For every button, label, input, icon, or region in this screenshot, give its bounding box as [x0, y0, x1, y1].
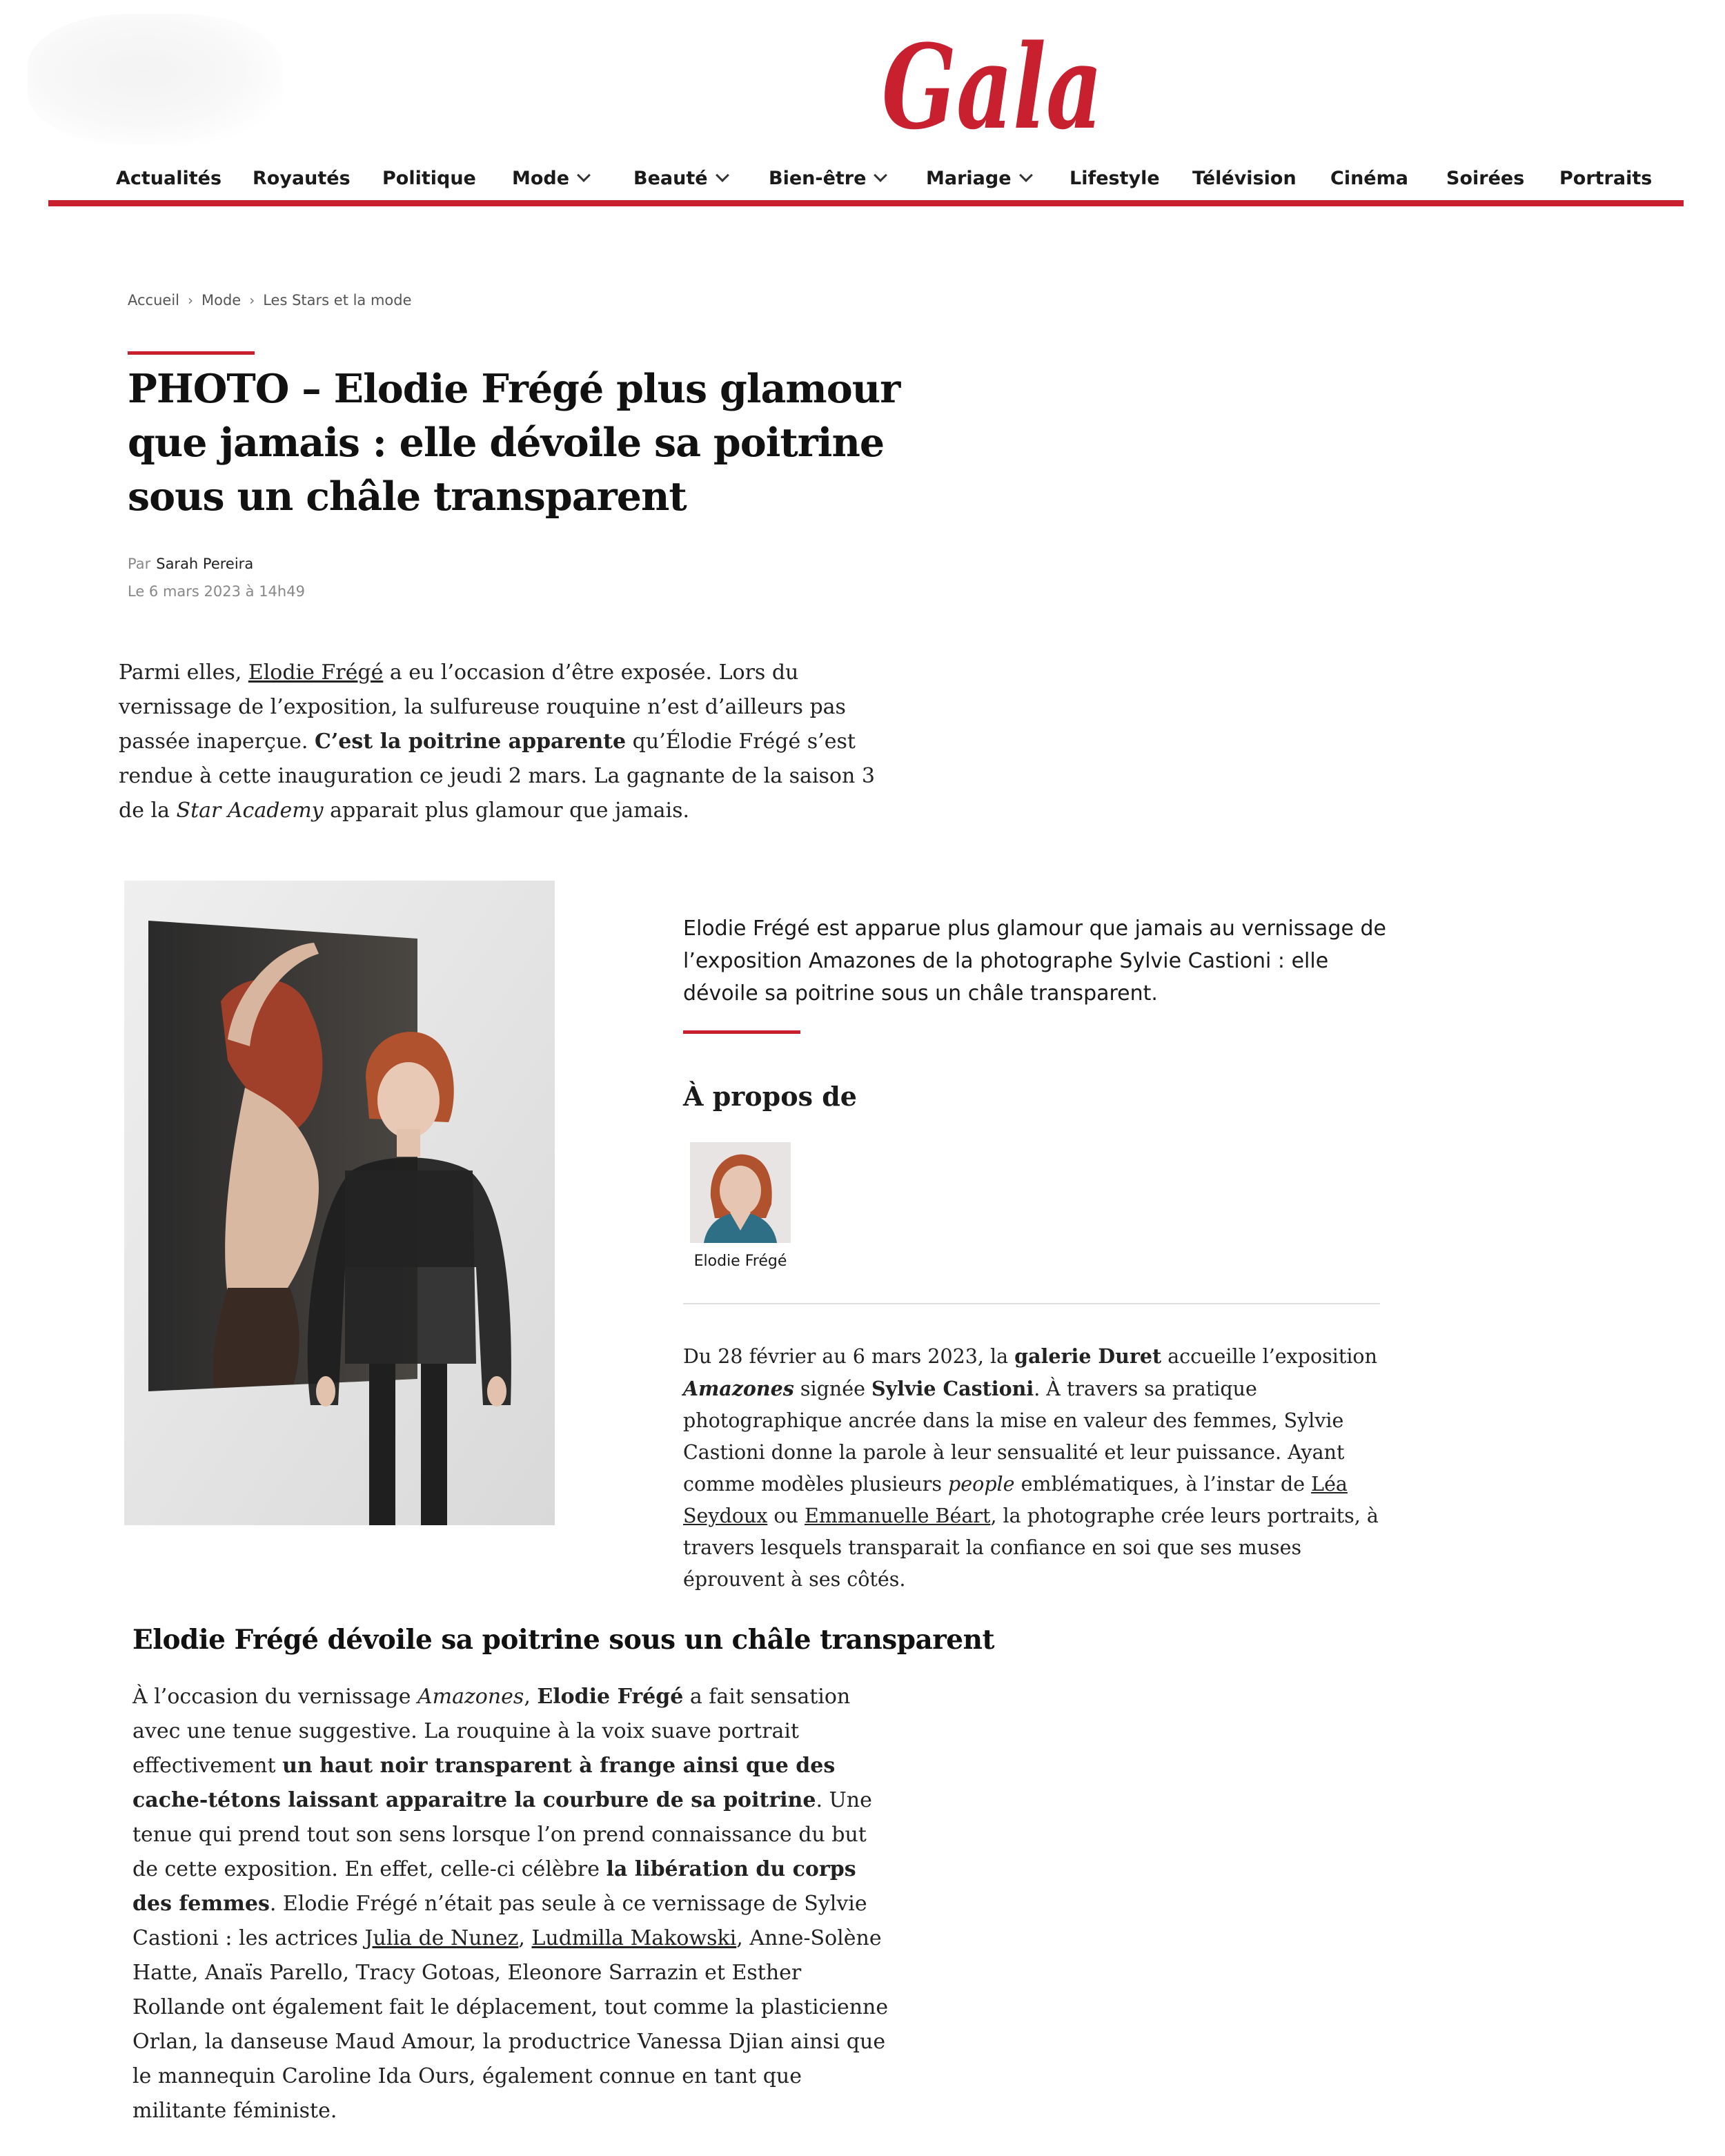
- nav-item-mariage[interactable]: [926, 157, 1031, 199]
- author-link[interactable]: Sarah Pereira: [156, 556, 254, 572]
- nav-item-royautes[interactable]: [253, 157, 351, 199]
- link-elodie-frege[interactable]: Elodie Frégé: [248, 660, 384, 685]
- about-heading: À propos de: [683, 1081, 857, 1112]
- nav-item-beaute[interactable]: [633, 157, 727, 199]
- nav-item-cinema[interactable]: [1330, 157, 1408, 199]
- nav-item-portraits[interactable]: [1559, 157, 1652, 199]
- text-run: Parmi elles,: [119, 660, 248, 685]
- breadcrumb-separator: ›: [249, 292, 255, 308]
- nav-item-label: Soirées: [1446, 167, 1525, 189]
- text-run: Du 28 février au 6 mars 2023, la: [683, 1345, 1015, 1368]
- chevron-down-icon: [577, 168, 591, 182]
- text-run: a eu l’occasion d’être exposée. Lors du vernissage de l’exposition, la sulfureuse rouquine n’est d’ailleurs pas passée inaperçue.: [119, 660, 846, 754]
- byline-prefix: Par: [128, 556, 151, 572]
- text-run: . À travers sa pratique photographique ancrée dans la mise en valeur des femmes, Sylvie Castioni donne la parole à leur sensualité et leur puissance. Ayant comme modèles plusieurs: [683, 1378, 1345, 1496]
- about-divider: [683, 1303, 1380, 1304]
- chevron-down-icon: [874, 168, 888, 182]
- bold-text: C’est la poitrine apparente: [314, 729, 627, 754]
- italic-text: Amazones: [417, 1685, 524, 1709]
- text-run: emblématiques, à l’instar de: [1014, 1473, 1312, 1496]
- gala-logo-text: Gala: [882, 19, 1103, 155]
- article-photo[interactable]: [124, 881, 555, 1525]
- breadcrumb-separator: ›: [188, 292, 193, 308]
- nav-item-television[interactable]: [1192, 157, 1297, 199]
- gala-logo[interactable]: [876, 19, 1111, 155]
- expo-paragraph: [683, 1340, 1387, 1596]
- italic-text: people: [948, 1473, 1015, 1496]
- text-run: . Une tenue qui prend tout son sens lorsque l’on prend connaissance du but de cette exposition. En effet, celle-ci célèbre: [132, 1788, 872, 1881]
- bold-text: Sylvie Castioni: [871, 1377, 1034, 1400]
- intro-paragraph: [119, 656, 885, 828]
- bold-text: un haut noir transparent à frange ainsi que des cache-tétons laissant apparaitre la courbure de sa poitrine: [132, 1754, 836, 1812]
- nav-item-label: Politique: [382, 167, 476, 189]
- breadcrumb-item-stars-mode[interactable]: Les Stars et la mode: [263, 292, 412, 308]
- nav-item-label: Mariage: [926, 167, 1012, 189]
- nav-item-lifestyle[interactable]: [1070, 157, 1160, 199]
- bold-text: Elodie Frégé: [537, 1685, 684, 1709]
- byline: [128, 556, 253, 572]
- link-ludmilla-makowski[interactable]: Ludmilla Makowski: [531, 1926, 737, 1950]
- nav-item-label: Mode: [512, 167, 570, 189]
- photo-caption: Elodie Frégé est apparue plus glamour que jamais au vernissage de l’exposition Amazones de la photographe Sylvie Castioni : elle dévoile sa poitrine sous un châle transparent.: [683, 917, 1386, 1006]
- text-run: , Anne-Solène Hatte, Anaïs Parello, Tracy Gotoas, Eleonore Sarrazin et Esther Rollande ont également fait le déplacement, tout comme la plasticienne Orlan, la danseuse Maud Amour, la productrice Vanessa Djian ainsi que le mannequin Caroline Ida Ours, également connue en tant que militante féministe.: [132, 1926, 889, 2123]
- nav-item-label: Actualités: [116, 167, 222, 189]
- link-julia-de-nunez[interactable]: Julia de Nunez: [364, 1926, 519, 1950]
- nav-item-label: Télévision: [1192, 167, 1297, 189]
- bold-italic-text: Amazones: [683, 1377, 794, 1400]
- bold-text: galerie Duret: [1014, 1344, 1162, 1368]
- text-run: signée: [793, 1378, 872, 1400]
- text-run: apparait plus glamour que jamais.: [323, 798, 690, 823]
- breadcrumb-item-mode[interactable]: Mode: [201, 292, 241, 308]
- breadcrumb: [128, 290, 412, 311]
- section-heading: Elodie Frégé dévoile sa poitrine sous un châle transparent: [132, 1624, 994, 1656]
- nav-item-label: Royautés: [253, 167, 351, 189]
- text-run: ,: [518, 1926, 532, 1950]
- avatar[interactable]: [690, 1142, 791, 1243]
- text-run: . Elodie Frégé n’était pas seule à ce vernissage de Sylvie Castioni : les actrices: [132, 1892, 867, 1950]
- nav-item-mode[interactable]: [512, 157, 589, 199]
- text-run: , la photographe crée leurs portraits, à travers lesquels transparait la confiance en soi que ses muses éprouvent à ses côtés.: [683, 1505, 1379, 1591]
- about-accent-rule: [683, 1030, 800, 1034]
- nav-item-label: Lifestyle: [1070, 167, 1160, 189]
- italic-text: Star Academy: [176, 798, 324, 823]
- bold-text: la libération du corps des femmes: [132, 1857, 856, 1916]
- nav-item-label: Bien-être: [769, 167, 867, 189]
- chevron-down-icon: [716, 168, 729, 182]
- page-title: PHOTO – Elodie Frégé plus glamour que jamais : elle dévoile sa poitrine sous un châle transparent: [128, 366, 900, 520]
- text-run: À l’occasion du vernissage: [132, 1685, 417, 1709]
- link-lea-seydoux[interactable]: Léa Seydoux: [683, 1473, 1348, 1527]
- nav-item-label: Cinéma: [1330, 167, 1408, 189]
- nav-item-politique[interactable]: [382, 157, 476, 199]
- nav-item-label: Portraits: [1559, 167, 1653, 189]
- title-accent-rule: [128, 351, 255, 355]
- text-run: ou: [767, 1505, 805, 1527]
- nav-divider: [48, 200, 1684, 206]
- link-emmanuelle-beart[interactable]: Emmanuelle Béart: [804, 1505, 991, 1527]
- breadcrumb-item-accueil[interactable]: Accueil: [128, 292, 179, 308]
- text-run: a fait sensation avec une tenue suggestive. La rouquine à la voix suave portrait effectivement: [132, 1685, 851, 1778]
- text-run: accueille l’exposition: [1161, 1345, 1377, 1368]
- nav-item-soirees[interactable]: [1446, 157, 1524, 199]
- text-run: ,: [524, 1685, 538, 1709]
- about-person-name[interactable]: Elodie Frégé: [693, 1253, 787, 1270]
- section-paragraph: [132, 1680, 898, 2128]
- nav-item-bien-etre[interactable]: [769, 157, 885, 199]
- chevron-down-icon: [1019, 168, 1033, 182]
- nav-item-actualites[interactable]: [116, 157, 221, 199]
- publish-date: Le 6 mars 2023 à 14h49: [128, 583, 305, 600]
- text-run: qu’Élodie Frégé s’est rendue à cette inauguration ce jeudi 2 mars. La gagnante de la saison 3 de la: [119, 729, 875, 823]
- nav-item-label: Beauté: [633, 167, 708, 189]
- faded-logo-area: [28, 14, 283, 145]
